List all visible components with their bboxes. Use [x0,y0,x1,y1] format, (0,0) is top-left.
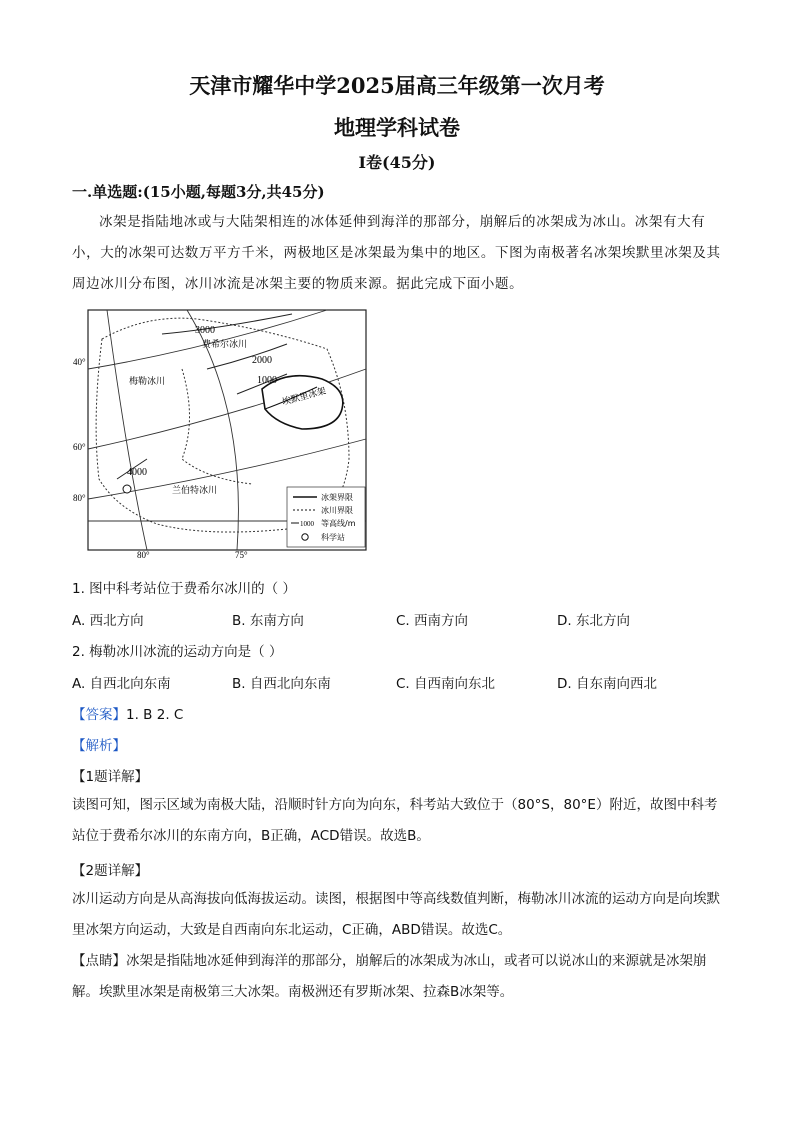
lat-label: 80° [73,493,86,503]
ice-shelf-label: 埃默里冰架 [281,386,328,408]
q2-detail-text: 冰川运动方向是从高海拔向低海拔运动。读图，根据图中等高线数值判断，梅勒冰川冰流的运动方向是向埃默里冰架方向运动，大致是自西南向东北运动，C正确，ABD错误。故选C。 [72,891,720,938]
q2-option-b: B. 自西北向东南 [232,676,331,692]
question-1-stem: 1. 图中科考站位于费希尔冰川的（ ） [72,581,296,597]
section-heading: 一.单选题:(15小题,每题3分,共45分) [72,183,325,201]
q1-option-c: C. 西南方向 [396,613,469,629]
lon-label: 75° [235,550,248,560]
glacier-label: 费希尔冰川 [202,340,248,350]
volume-title: Ⅰ卷(45分) [358,153,436,172]
exam-title: 天津市耀华中学2025届高三年级第一次月考 [189,73,605,98]
legend-label: 1000 [300,520,314,528]
q1-detail-label: 【1题详解】 [72,769,149,785]
contour-label: 3000 [195,325,215,336]
q1-detail-text: 读图可知，图示区域为南极大陆，沿顺时针方向为向东，科考站大致位于（80°S，80°E）附近，故图中科考站位于费希尔冰川的东南方向，B正确，ACD错误。故选B。 [72,797,718,844]
contour-label: 1000 [257,375,277,386]
glacier-label: 梅勒冰川 [129,377,166,387]
glacier-label: 兰伯特冰川 [172,486,218,496]
lat-label: 40° [73,357,86,367]
intro-passage: 冰架是指陆地冰或与大陆架相连的冰体延伸到海洋的那部分，崩解后的冰架成为冰山。冰架有大有小，大的冰架可达数万平方千米，两极地区是冰架最为集中的地区。下图为南极著名冰架埃默里冰架及其周边冰川分布图，冰川冰流是冰架主要的物质来源。据此完成下面小题。 [72,214,721,292]
q2-detail-label: 【2题详解】 [72,863,149,879]
tip-block [72,946,722,1008]
legend-label: 冰架界限 [321,493,353,502]
q2-option-a: A. 自西北向东南 [72,676,171,692]
legend-label: 科学站 [321,533,345,542]
q1-option-b: B. 东南方向 [232,613,304,629]
tip-text: 冰架是指陆地冰延伸到海洋的那部分，崩解后的冰架成为冰山，或者可以说冰山的来源就是冰架崩解。埃默里冰架是南极第三大冰架。南极洲还有罗斯冰架、拉森B冰架等。 [72,953,707,1000]
antarctic-map [73,309,367,560]
q1-option-d: D. 东北方向 [557,613,630,629]
q2-option-d: D. 自东南向西北 [557,676,657,692]
contour-label: 4000 [127,467,147,478]
legend-label: 等高线/m [321,519,356,528]
analysis-label: 【解析】 [72,738,126,754]
answer-line [72,703,183,723]
answer-text: 1. B 2. C [126,707,184,723]
subject-title: 地理学科试卷 [334,115,460,140]
question-2-stem: 2. 梅勒冰川冰流的运动方向是（ ） [72,644,283,660]
q1-option-a: A. 西北方向 [72,613,144,629]
tip-label: 【点睛】 [72,953,126,969]
answer-label: 【答案】 [72,707,126,723]
q2-option-c: C. 自西南向东北 [396,676,496,692]
lon-label: 80° [137,550,150,560]
contour-label: 2000 [252,355,272,366]
lat-label: 60° [73,442,86,452]
legend-label: 冰川界限 [321,506,353,515]
